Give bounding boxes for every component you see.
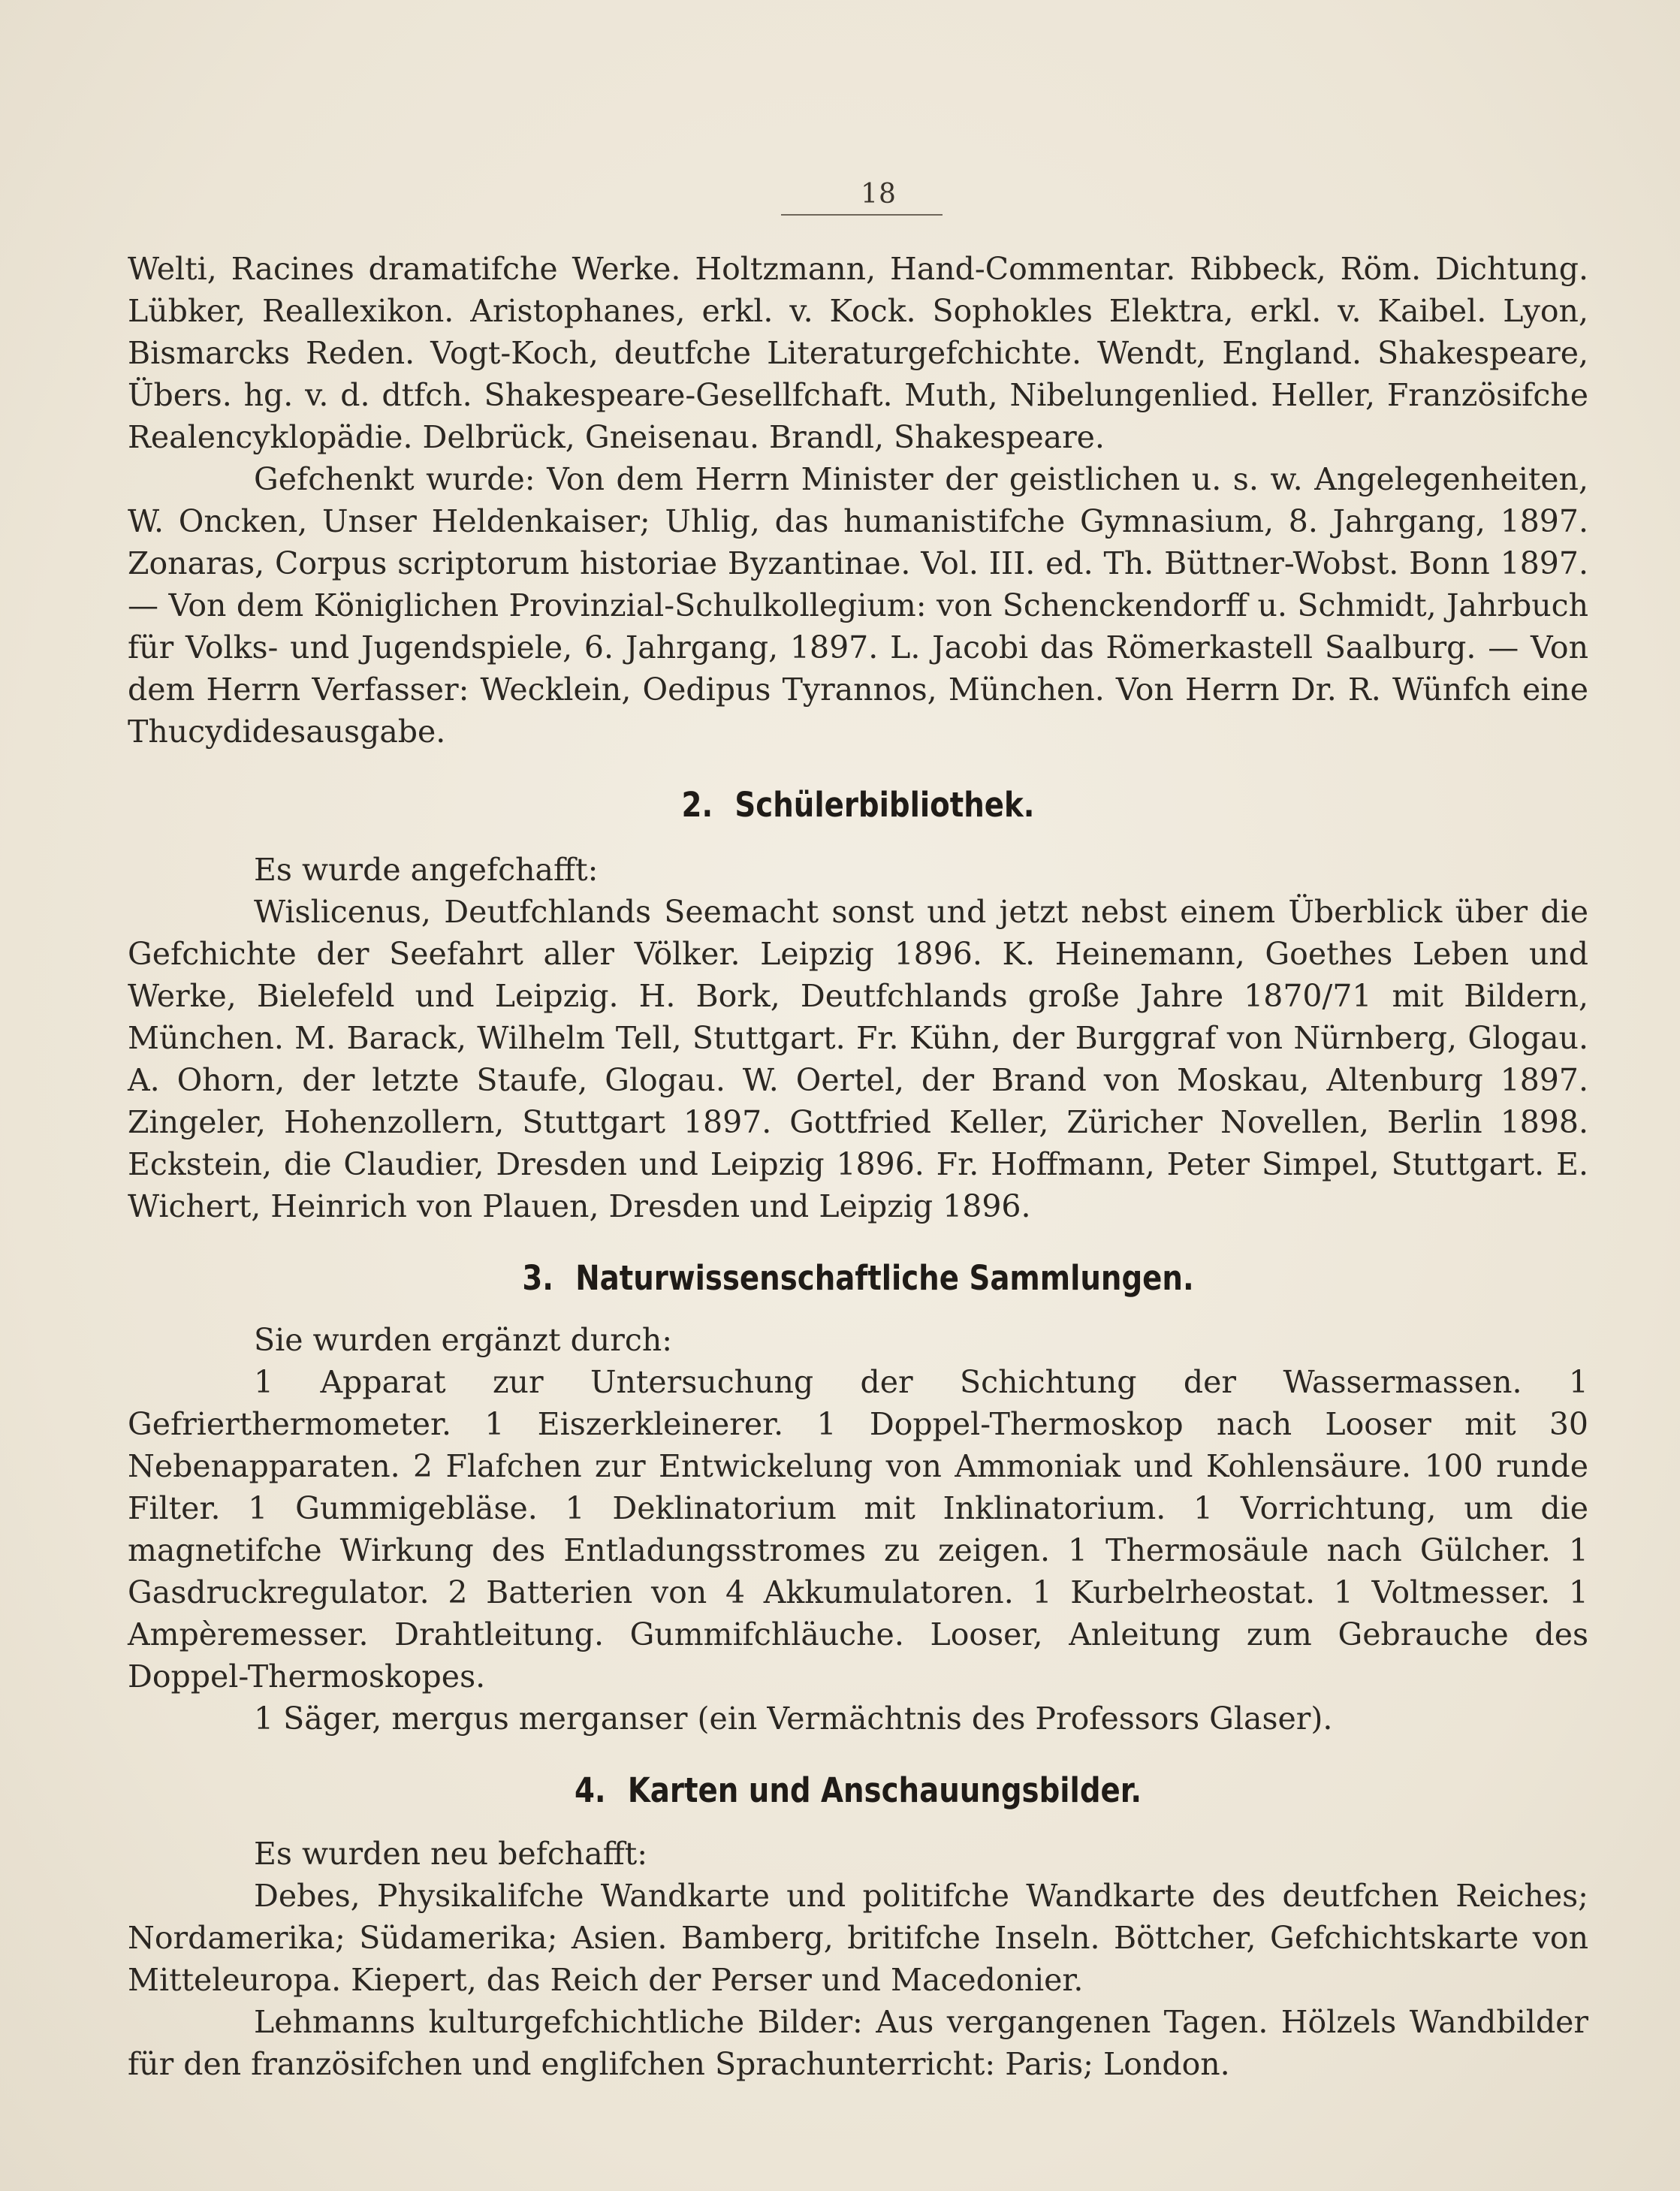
- section-number: 2.: [681, 785, 713, 825]
- paragraph-body: 1 Apparat zur Untersuchung der Schichtung der Wassermassen. 1 Gefrierthermometer. 1 Eiszerkleinerer. 1 Doppel-Thermoskop nach Looser mit 30 Nebenapparaten. 2 Flafchen zur Entwickelung von Ammoniak und Kohlensäure. 100 runde Filter. 1 Gummigebläse. 1 Deklinatorium mit Inklinatorium. 1 Vorrichtung, um die magnetifche Wirkung des Entladungsstromes zu zeigen. 1 Thermosäule nach Gülcher. 1 Gasdruckregulator. 2 Batterien von 4 Akkumulatoren. 1 Kurbelrheostat. 1 Voltmesser. 1 Ampèremesser. Drahtleitung. Gummifchläuche. Looser, Anleitung zum Gebrauche des Doppel-Thermoskopes.: [128, 1364, 1588, 1695]
- paragraph-body: Debes, Physikalifche Wandkarte und politifche Wandkarte des deutfchen Reiches; Nordamerika; Südamerika; Asien. Bamberg, britifche Inseln. Böttcher, Gefchichtskarte von Mitteleuropa. Kiepert, das Reich der Perser und Macedonier.: [128, 1878, 1588, 1998]
- page-number: 18: [861, 179, 897, 210]
- page-number-rule: [781, 214, 943, 216]
- paragraph-extra: Lehmanns kulturgefchichtliche Bilder: Aus vergangenen Tagen. Hölzels Wandbilder für den französifchen und englifchen Sprachunterricht: Paris; London.: [128, 2004, 1588, 2082]
- section-title: Karten und Anschauungsbilder.: [627, 1770, 1142, 1810]
- paragraph-intro: Sie wurden ergänzt durch:: [254, 1322, 673, 1358]
- paragraph-extra: 1 Säger, mergus merganser (ein Vermächtnis des Professors Glaser).: [254, 1701, 1333, 1737]
- paragraph-intro: Es wurde angefchafft:: [254, 852, 599, 888]
- section-heading-schuelerbibliothek: [230, 783, 1486, 828]
- section-heading-naturwissenschaftliche-sammlungen: [230, 1256, 1486, 1301]
- paragraph-geschenkt: Gefchenkt wurde: Von dem Herrn Minister der geistlichen u. s. w. Angelegenheiten, W. Oncken, Unser Heldenkaiser; Uhlig, das humanistifche Gymnasium, 8. Jahrgang, 1897. Zonaras, Corpus scriptorum historiae Byzantinae. Vol. III. ed. Th. Büttner-Wobst. Bonn 1897. — Von dem Königlichen Provinzial-Schulkollegium: von Schenckendorff u. Schmidt, Jahrbuch für Volks- und Jugendspiele, 6. Jahrgang, 1897. L. Jacobi das Römerkastell Saalburg. — Von dem Herrn Verfasser: Wecklein, Oedipus Tyrannos, München. Von Herrn Dr. R. Wünfch eine Thucydidesausgabe.: [128, 461, 1588, 750]
- section-title: Schülerbibliothek.: [734, 785, 1035, 825]
- document-body: [128, 248, 1588, 2085]
- section-number: 4.: [574, 1770, 606, 1810]
- section-title: Naturwissenschaftliche Sammlungen.: [575, 1258, 1194, 1298]
- section-number: 3.: [522, 1258, 553, 1298]
- section-heading-karten: [230, 1768, 1486, 1813]
- paragraph-lehrerbibliothek-list: Welti, Racines dramatifche Werke. Holtzmann, Hand-Commentar. Ribbeck, Röm. Dichtung. Lübker, Reallexikon. Aristophanes, erkl. v. Kock. Sophokles Elektra, erkl. v. Kaibel. Lyon, Bismarcks Reden. Vogt-Koch, deutfche Literaturgefchichte. Wendt, England. Shakespeare, Übers. hg. v. d. dtfch. Shakespeare-Gesellfchaft. Muth, Nibelungenlied. Heller, Französifche Realencyklopädie. Delbrück, Gneisenau. Brandl, Shakespeare.: [128, 251, 1588, 455]
- paragraph-body: Wislicenus, Deutfchlands Seemacht sonst und jetzt nebst einem Überblick über die Gefchichte der Seefahrt aller Völker. Leipzig 1896. K. Heinemann, Goethes Leben und Werke, Bielefeld und Leipzig. H. Bork, Deutfchlands große Jahre 1870/71 mit Bildern, München. M. Barack, Wilhelm Tell, Stuttgart. Fr. Kühn, der Burggraf von Nürnberg, Glogau. A. Ohorn, der letzte Staufe, Glogau. W. Oertel, der Brand von Moskau, Altenburg 1897. Zingeler, Hohenzollern, Stuttgart 1897. Gottfried Keller, Züricher Novellen, Berlin 1898. Eckstein, die Claudier, Dresden und Leipzig 1896. Fr. Hoffmann, Peter Simpel, Stuttgart. E. Wichert, Heinrich von Plauen, Dresden und Leipzig 1896.: [128, 894, 1588, 1224]
- paragraph-intro: Es wurden neu befchafft:: [254, 1836, 648, 1872]
